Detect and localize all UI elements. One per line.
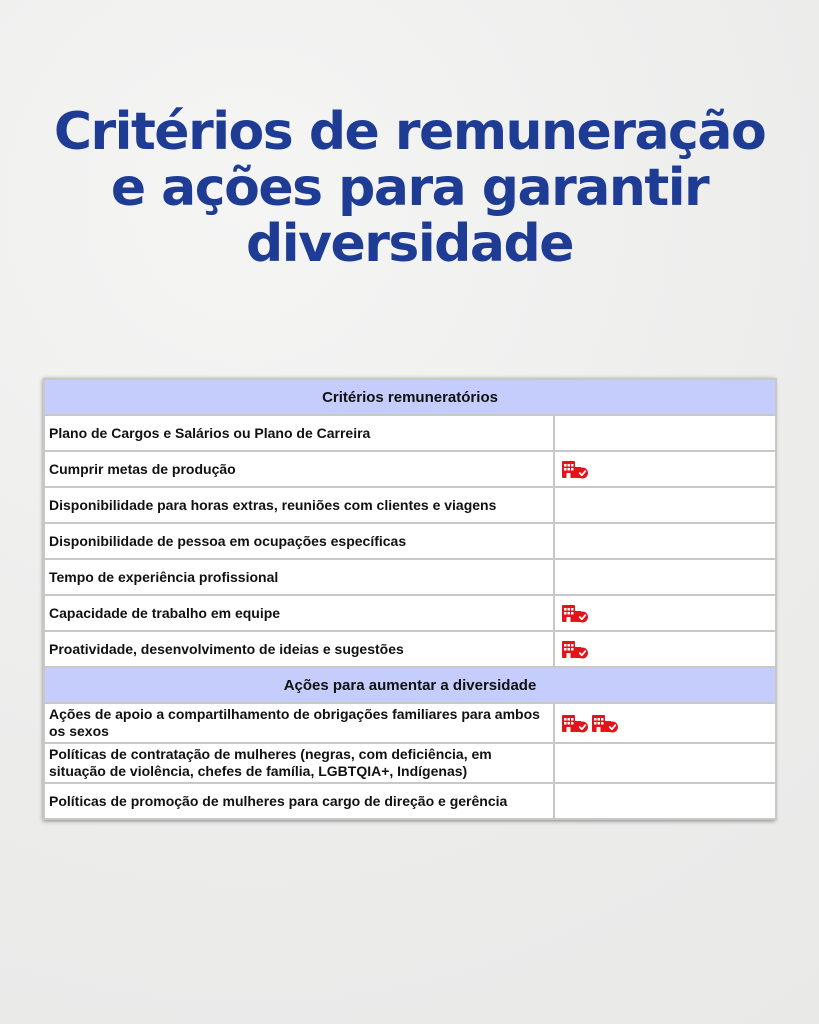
row-label: Capacidade de trabalho em equipe bbox=[44, 595, 554, 631]
row-icons-cell bbox=[554, 783, 776, 819]
row-icons-cell bbox=[554, 559, 776, 595]
section-header-diversity: Ações para aumentar a diversidade bbox=[44, 667, 776, 703]
title-line-3: diversidade bbox=[246, 214, 573, 274]
criteria-table bbox=[43, 378, 775, 820]
table-row bbox=[44, 703, 776, 743]
row-icons-cell bbox=[554, 595, 776, 631]
company-check-icon bbox=[561, 457, 589, 481]
table-row bbox=[44, 743, 776, 783]
title-line-2: e ações para garantir bbox=[110, 158, 709, 218]
row-label: Políticas de contratação de mulheres (negras, com deficiência, em situação de violência, chefes de família, LGBTQIA+, Indígenas) bbox=[44, 743, 554, 783]
diversity-rows bbox=[44, 703, 776, 819]
table-row bbox=[44, 451, 776, 487]
table-row bbox=[44, 487, 776, 523]
company-check-icon bbox=[561, 601, 589, 625]
table-row bbox=[44, 415, 776, 451]
table-row bbox=[44, 595, 776, 631]
remuneration-rows bbox=[44, 415, 776, 667]
row-label: Políticas de promoção de mulheres para cargo de direção e gerência bbox=[44, 783, 554, 819]
page-title bbox=[0, 104, 819, 272]
table-row bbox=[44, 631, 776, 667]
table-row bbox=[44, 783, 776, 819]
row-label: Tempo de experiência profissional bbox=[44, 559, 554, 595]
company-check-icon bbox=[561, 637, 589, 661]
row-icons-cell bbox=[554, 415, 776, 451]
row-label: Disponibilidade para horas extras, reuniões com clientes e viagens bbox=[44, 487, 554, 523]
title-line-1: Critérios de remuneração bbox=[53, 102, 766, 162]
row-label: Cumprir metas de produção bbox=[44, 451, 554, 487]
row-label: Proatividade, desenvolvimento de ideias e sugestões bbox=[44, 631, 554, 667]
section-header-row bbox=[44, 667, 776, 703]
row-icons-cell bbox=[554, 743, 776, 783]
company-check-icon bbox=[591, 711, 619, 735]
section-header-remuneration: Critérios remuneratórios bbox=[44, 379, 776, 415]
table-row bbox=[44, 523, 776, 559]
row-icons-cell bbox=[554, 631, 776, 667]
row-icons-cell bbox=[554, 487, 776, 523]
section-header-row bbox=[44, 379, 776, 415]
row-label: Plano de Cargos e Salários ou Plano de Carreira bbox=[44, 415, 554, 451]
company-check-icon bbox=[561, 711, 589, 735]
row-label: Ações de apoio a compartilhamento de obrigações familiares para ambos os sexos bbox=[44, 703, 554, 743]
row-icons-cell bbox=[554, 523, 776, 559]
table-row bbox=[44, 559, 776, 595]
row-label: Disponibilidade de pessoa em ocupações específicas bbox=[44, 523, 554, 559]
row-icons-cell bbox=[554, 451, 776, 487]
row-icons-cell bbox=[554, 703, 776, 743]
